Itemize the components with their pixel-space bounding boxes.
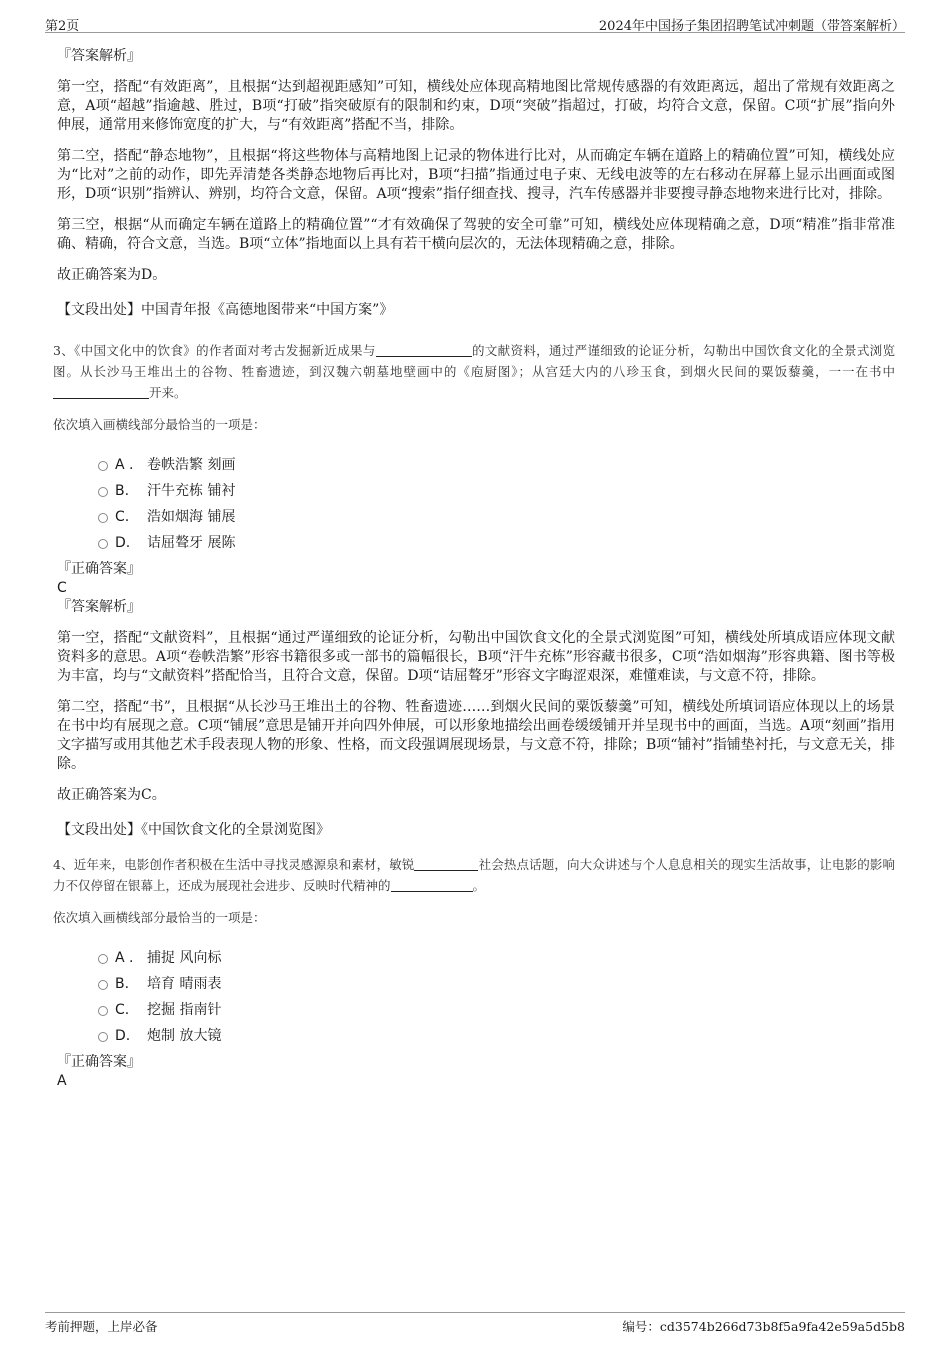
question-3-prompt: 依次填入画横线部分最恰当的一项是： [53,417,266,432]
radio-icon[interactable] [98,513,108,523]
question-4-prompt: 依次填入画横线部分最恰当的一项是： [53,910,266,925]
analysis-label: 『答案解析』 [57,599,141,615]
correct-answer: C [57,580,67,596]
analysis-label: 『答案解析』 [57,48,141,64]
question-3-text: 3、《中国文化中的饮食》的作者面对考古发掘新近成果与 的文献资料，通过严谨细致的论证分析，勾勒出中国饮食文化的全景式浏览图。从长沙马王堆出土的谷物、牲畜遗迹，到汉魏六朝墓地壁画中的《庖厨图》；从宫廷大内的八珍玉食，到烟火民间的粟饭藜羹，一一在书中开来。 [53,343,895,400]
fill-blank [376,342,472,357]
option-a[interactable]: A . 捕捉 风向标 [57,945,895,971]
analysis-paragraph: 第二空，搭配“书”，且根据“从长沙马王堆出土的谷物、牲畜遗迹……到烟火民间的粟饭藜羹”可知，横线处所填词语应体现以上的场景在书中均有展现之意。C项“铺展”意思是铺开并向四外伸展，可以形象地描绘出画卷缓缓铺开并呈现书中的画面，当选。A项“刻画”指用文字描写或用其他艺术手段表现人物的形象、性格，而文段强调展现场景，与文意不符，排除；B项“铺衬”指铺垫衬托，与文意无关，排除。 [57,699,895,772]
question-4-text: 4、近年来，电影创作者积极在生活中寻找灵感源泉和素材，敏锐 社会热点话题，向大众讲述与个人息息相关的现实生活故事，让电影的影响力不仅停留在银幕上，还成为展现社会进步、反映时代精神的 。 [53,857,895,893]
question-4-options [57,945,895,1049]
correct-answer-label: 『正确答案』 [57,1054,141,1070]
radio-icon[interactable] [98,954,108,964]
source-citation: 【文段出处】中国青年报《高德地图带来“中国方案”》 [57,302,394,318]
option-c[interactable]: C. 挖掘 指南针 [57,997,895,1023]
radio-icon[interactable] [98,1032,108,1042]
option-d[interactable]: D. 炮制 放大镜 [57,1023,895,1049]
analysis-paragraph: 第二空，搭配“静态地物”，且根据“将这些物体与高精地图上记录的物体进行比对，从而确定车辆在道路上的精确位置”可知，横线处应为“比对”之前的动作，即先弄清楚各类静态地物后再比对，B项“扫描”指通过电子束、无线电波等的左右移动在屏幕上显示出画面或图形，D项“识别”指辨认、辨别，均符合文意，保留。A项“搜索”指仔细查找、搜寻，汽车传感器并非要搜寻静态地物来进行比对，排除。 [57,148,895,202]
source-citation: 【文段出处】《中国饮食文化的全景浏览图》 [57,822,330,838]
footer-slogan: 考前押题，上岸必备 [45,1319,158,1334]
correct-answer-label: 『正确答案』 [57,561,141,577]
page-number: 第2页 [45,19,80,34]
document-id: 编号：cd3574b266d73b8f5a9fa42e59a5d5b8 [622,1319,905,1334]
radio-icon[interactable] [98,1006,108,1016]
option-d[interactable]: D. 诘屈聱牙 展陈 [57,530,895,556]
option-c[interactable]: C. 浩如烟海 铺展 [57,504,895,530]
document-title: 2024年中国扬子集团招聘笔试冲刺题（带答案解析） [598,19,905,34]
analysis-conclusion: 故正确答案为C。 [57,787,166,803]
fill-blank [391,877,473,892]
fill-blank [53,384,149,399]
correct-answer: A [57,1073,67,1089]
fill-blank [414,856,478,871]
analysis-paragraph: 第一空，搭配“有效距离”，且根据“达到超视距感知”可知，横线处应体现高精地图比常规传感器的有效距离远，超出了常规有效距离之意，A项“超越”指逾越、胜过，B项“打破”指突破原有的限制和约束，D项“突破”指超过，打破，均符合文意，保留。C项“扩展”指向外伸展，通常用来修饰宽度的扩大，与“有效距离”搭配不当，排除。 [57,79,895,133]
analysis-paragraph: 第一空，搭配“文献资料”，且根据“通过严谨细致的论证分析，勾勒出中国饮食文化的全景式浏览图”可知，横线处所填成语应体现文献资料多的意思。A项“卷帙浩繁”形容书籍很多或一部书的篇幅很长，B项“汗牛充栋”形容藏书很多，C项“浩如烟海”形容典籍、图书等极为丰富，均与“文献资料”搭配恰当，且符合文意，保留。D项“诘屈聱牙”形容文字晦涩艰深，难懂难读，与文意不符，排除。 [57,630,895,684]
radio-icon[interactable] [98,487,108,497]
analysis-conclusion: 故正确答案为D。 [57,267,167,283]
page-content [53,44,895,1091]
option-b[interactable]: B. 培育 晴雨表 [57,971,895,997]
page-header [45,12,905,33]
radio-icon[interactable] [98,980,108,990]
question-3-options [57,452,895,556]
option-a[interactable]: A . 卷帙浩繁 刻画 [57,452,895,478]
radio-icon[interactable] [98,539,108,549]
radio-icon[interactable] [98,461,108,471]
page-footer [45,1312,905,1333]
option-b[interactable]: B. 汗牛充栋 铺衬 [57,478,895,504]
analysis-paragraph: 第三空，根据“从而确定车辆在道路上的精确位置”“才有效确保了驾驶的安全可靠”可知，横线处应体现精确之意，D项“精准”指非常准确、精确，符合文意，当选。B项“立体”指地面以上具有若干横向层次的，无法体现精确之意，排除。 [57,217,895,252]
